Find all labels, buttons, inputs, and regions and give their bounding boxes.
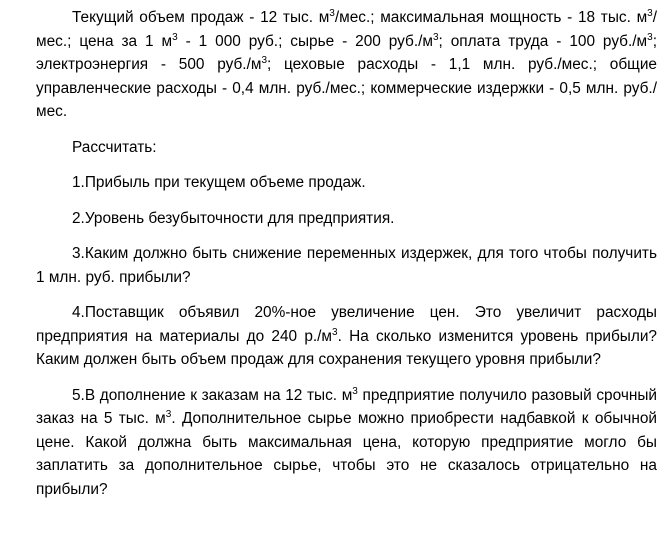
- question-4: [36, 301, 657, 372]
- intro-text-3: /мес.; цена за 1 м: [36, 9, 657, 50]
- superscript-3: 3: [647, 31, 653, 43]
- question-1: 1.Прибыль при текущем объеме продаж.: [72, 174, 366, 191]
- question-5: [36, 384, 657, 502]
- superscript-3: 3: [329, 8, 335, 19]
- calc-label: Рассчитать:: [72, 138, 157, 156]
- question-4-text-1: 4.Поставщик объявил 20%-ное увеличение цен. Это увеличит расходы предприятия на материалы до 240 р./м: [36, 304, 657, 345]
- intro-text-4: - 1 000 руб.; сырье - 200 руб./м: [177, 32, 433, 50]
- intro-text-1: Текущий объем продаж - 12 тыс. м: [72, 9, 330, 26]
- question-5-text-2: предприятие получило разовый срочный заказ на 5 тыс. м: [36, 386, 657, 427]
- intro-text-5: ; оплата труда - 100 руб./м: [438, 32, 648, 50]
- superscript-3: 3: [261, 55, 267, 66]
- intro-text-7: ; цеховые расходы - 1,1 млн. руб./мес.; общие управленческие расходы - 0,4 млн. руб./мес.; коммерческие издержки - 0,5 млн. руб./мес.: [36, 56, 657, 120]
- question-2: 2.Уровень безубыточности для предприятия.: [72, 209, 395, 227]
- question-3: 3.Каким должно быть снижение переменных издержек, для того чтобы получить 1 млн. руб. прибыли?: [36, 245, 657, 286]
- intro-paragraph: [36, 6, 657, 124]
- superscript-3: 3: [332, 326, 338, 338]
- intro-text-6: ; электроэнергия - 500 руб./м: [36, 32, 657, 73]
- question-5-text-3: . Дополнительное сырье можно приобрести надбавкой к обычной цене. Какой должна быть максимальная цена, которую предприятие могло бы заплатить за дополнительное сырье, чтобы это не сказалось отрицательно на прибыли?: [36, 410, 657, 498]
- intro-text-2: /мес.; максимальная мощность - 18 тыс. м: [334, 9, 648, 26]
- superscript-3: 3: [172, 31, 178, 43]
- superscript-3: 3: [432, 31, 439, 43]
- superscript-3: 3: [352, 385, 358, 397]
- question-5-text-1: 5.В дополнение к заказам на 12 тыс. м: [72, 386, 353, 404]
- superscript-3: 3: [165, 409, 172, 420]
- superscript-3: 3: [647, 8, 653, 19]
- question-4-text-2: . На сколько изменится уровень прибыли? Каким должен быть объем продаж для сохранения текущего уровня прибыли?: [36, 327, 657, 368]
